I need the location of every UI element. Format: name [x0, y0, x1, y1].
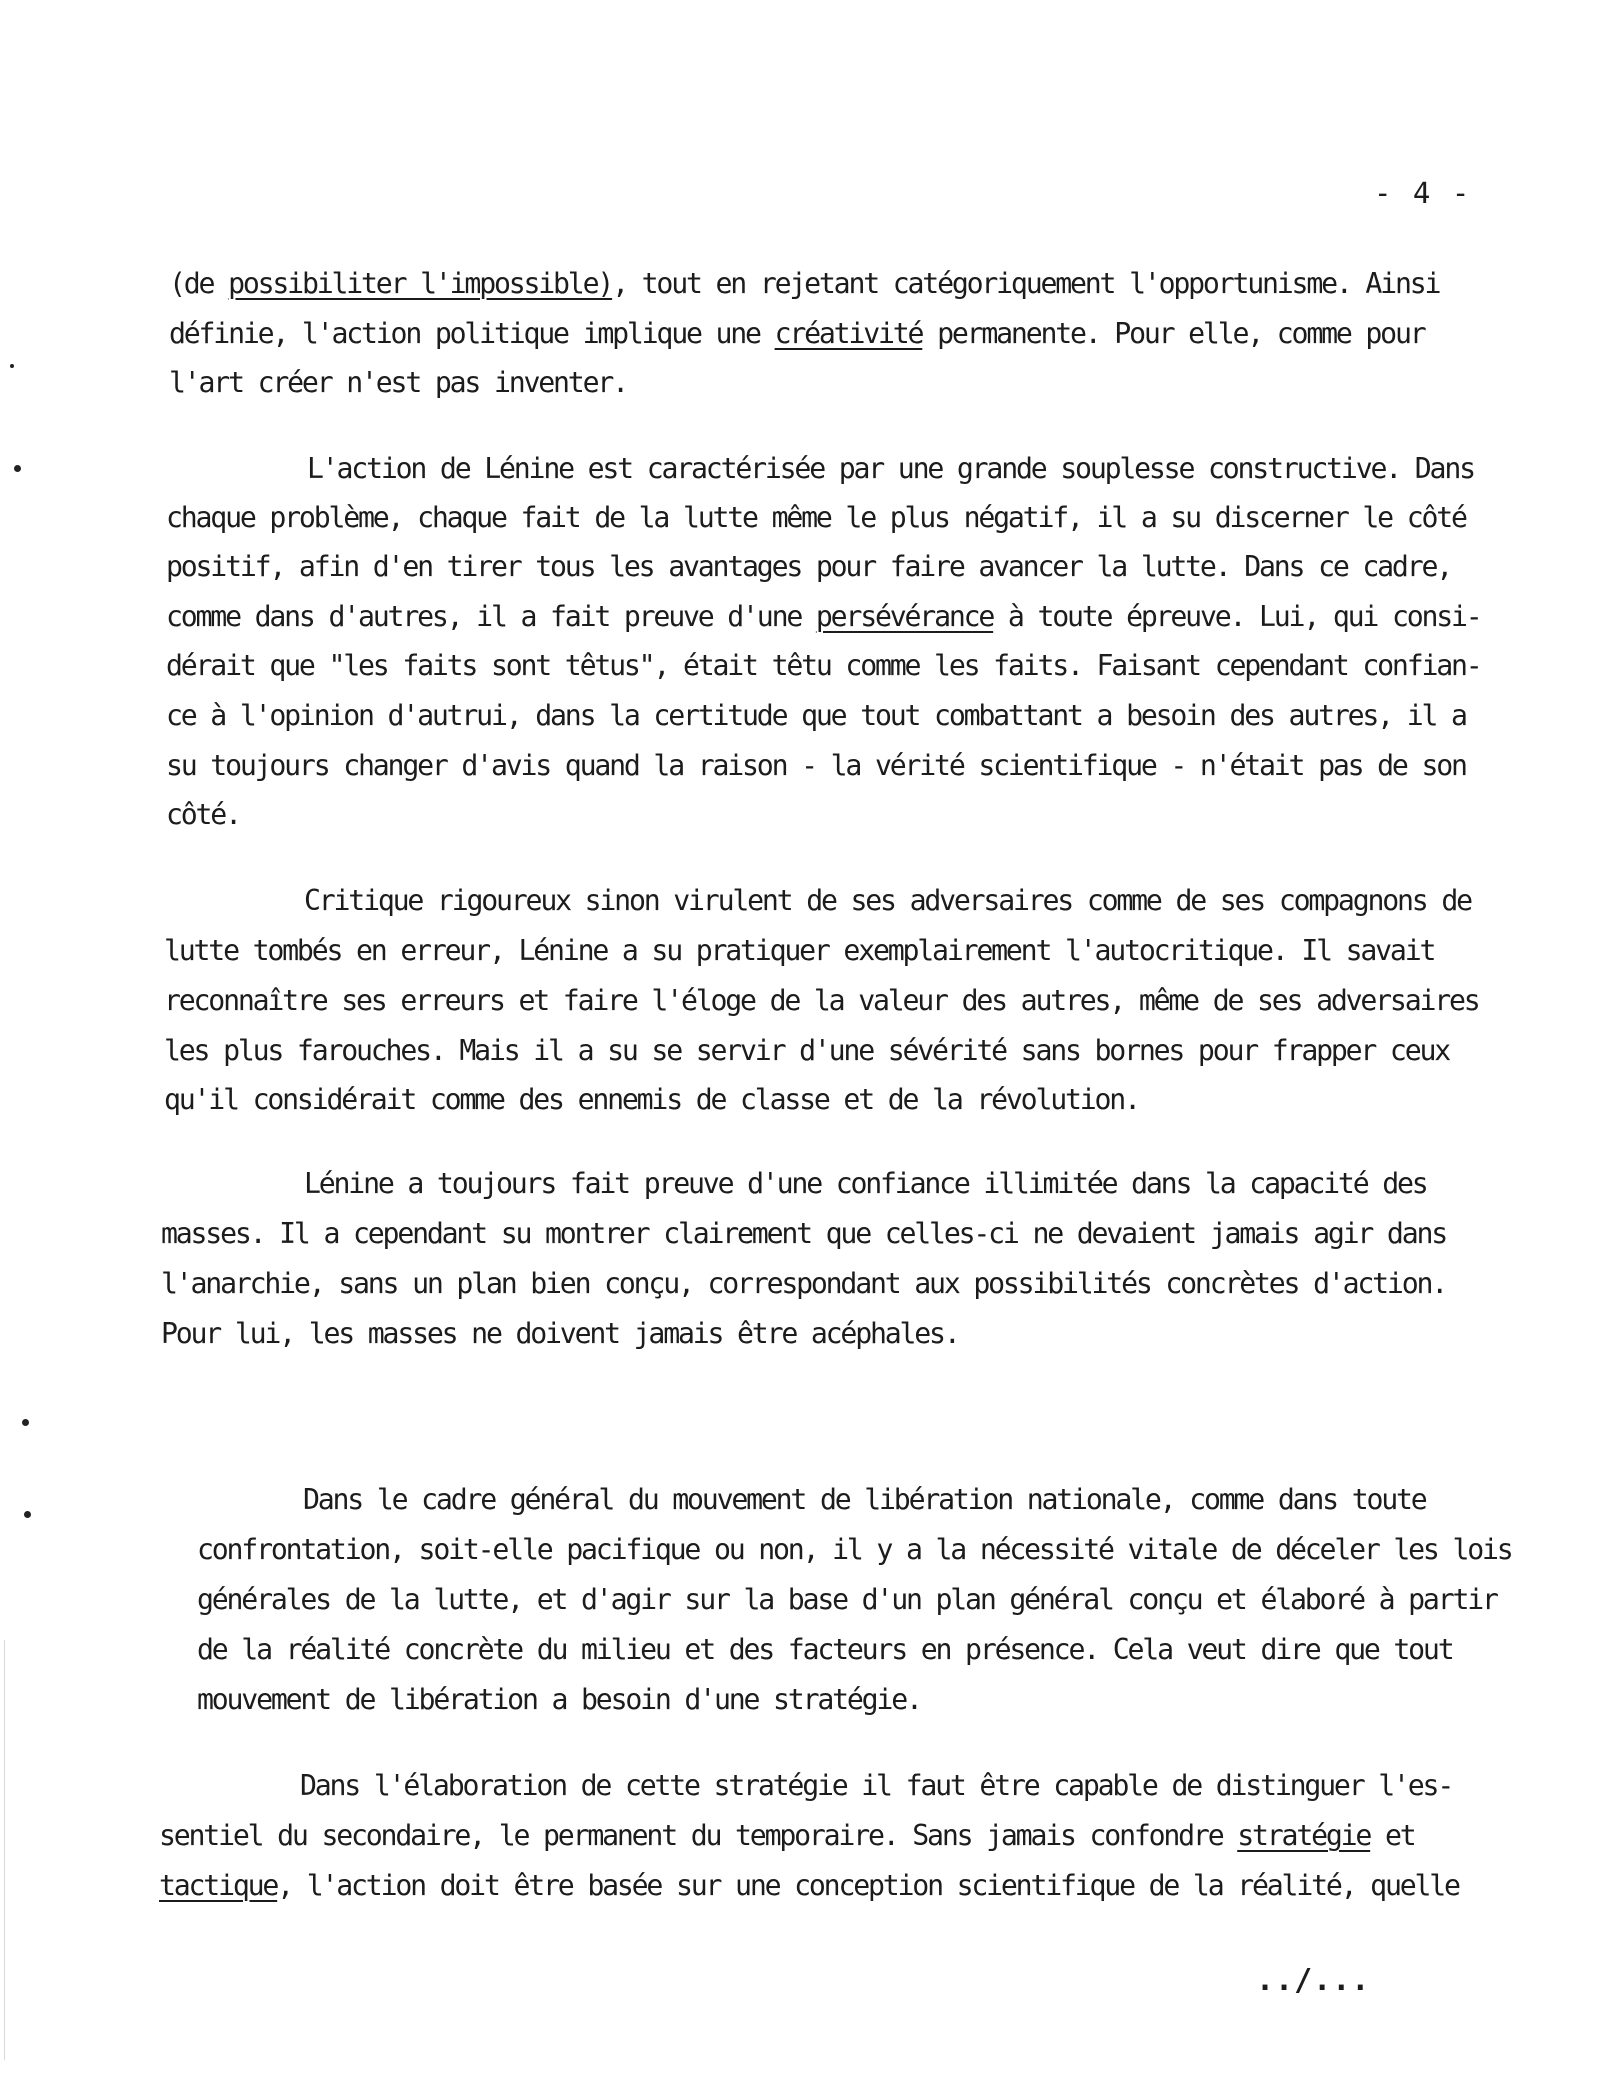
text-segment: générales de la lutte, et d'agir sur la base d'un plan général conçu et élaboré à partir: [197, 1583, 1497, 1616]
text-segment: qu'il considérait comme des ennemis de classe et de la révolution.: [164, 1083, 1139, 1116]
text-segment: à toute épreuve. Lui, qui consi-: [993, 600, 1481, 633]
text-line: [164, 985, 1479, 1017]
text-segment: confrontation, soit-elle pacifique ou non, il y a la nécessité vitale de déceler les lois: [197, 1533, 1512, 1566]
text-segment: (de: [169, 267, 229, 300]
text-line: [304, 1168, 1427, 1200]
underlined-term: tactique: [159, 1869, 278, 1902]
text-segment: sentiel du secondaire, le permanent du temporaire. Sans jamais confondre: [159, 1819, 1238, 1852]
scan-mark: [10, 364, 14, 368]
text-line: [169, 268, 1439, 300]
scan-mark: [14, 465, 21, 472]
text-line: [161, 1318, 959, 1350]
text-segment: Critique rigoureux sinon virulent de ses adversaires comme de ses compagnons de: [304, 884, 1471, 917]
text-segment: de la réalité concrète du milieu et des facteurs en présence. Cela veut dire que tout: [197, 1633, 1453, 1666]
text-line: [166, 650, 1481, 682]
text-line: [164, 1035, 1449, 1067]
text-line: [164, 935, 1434, 967]
text-line: [166, 601, 1481, 633]
text-segment: Pour lui, les masses ne doivent jamais être acéphales.: [161, 1317, 959, 1350]
text-line: [304, 885, 1471, 917]
text-segment: masses. Il a cependant su montrer clairement que celles-ci ne devaient jamais agir dans: [161, 1217, 1447, 1250]
text-segment: L'action de Lénine est caractérisée par une grande souplesse constructive. Dans: [307, 452, 1474, 485]
text-segment: positif, afin d'en tirer tous les avantages pour faire avancer la lutte. Dans ce cadre,: [166, 550, 1452, 583]
text-segment: Dans le cadre général du mouvement de libération nationale, comme dans toute: [303, 1483, 1426, 1516]
continuation-mark: ../...: [1256, 1963, 1371, 1998]
text-segment: définie, l'action politique implique une: [169, 317, 775, 350]
text-line: [159, 1820, 1414, 1852]
text-line: [166, 551, 1451, 583]
text-segment: , tout en rejetant catégoriquement l'opportunisme. Ainsi: [612, 267, 1440, 300]
scan-edge-line: [4, 1640, 5, 2060]
underlined-term: possibiliter l'impossible): [228, 267, 613, 300]
text-segment: ce à l'opinion d'autrui, dans la certitude que tout combattant a besoin des autres, il a: [166, 699, 1466, 732]
scan-mark: [24, 1511, 31, 1518]
text-segment: Dans l'élaboration de cette stratégie il faut être capable de distinguer l'es-: [300, 1769, 1453, 1802]
text-line: [303, 1484, 1426, 1516]
page-number: - 4 -: [1374, 176, 1472, 210]
text-segment: dérait que "les faits sont têtus", était têtu comme les faits. Faisant cependant confian-: [166, 649, 1481, 682]
text-segment: Lénine a toujours fait preuve d'une confiance illimitée dans la capacité des: [304, 1167, 1427, 1200]
text-segment: l'art créer n'est pas inventer.: [169, 366, 627, 399]
text-segment: les plus farouches. Mais il a su se servir d'une sévérité sans bornes pour frapper ceux: [164, 1034, 1450, 1067]
text-segment: su toujours changer d'avis quand la raison - la vérité scientifique - n'était pas de son: [166, 749, 1466, 782]
text-line: [169, 367, 627, 399]
text-line: [161, 1268, 1446, 1300]
underlined-term: stratégie: [1237, 1819, 1371, 1852]
text-line: [169, 318, 1425, 350]
text-segment: mouvement de libération a besoin d'une stratégie.: [197, 1683, 921, 1716]
text-line: [307, 453, 1474, 485]
text-segment: et: [1370, 1819, 1415, 1852]
text-line: [166, 750, 1466, 782]
text-line: [159, 1870, 1459, 1902]
text-segment: , l'action doit être basée sur une conception scientifique de la réalité, quelle: [277, 1869, 1459, 1902]
text-line: [164, 1084, 1139, 1116]
text-line: [166, 700, 1466, 732]
underlined-term: créativité: [774, 317, 923, 350]
text-line: [166, 502, 1466, 534]
text-line: [166, 799, 240, 831]
underlined-term: persévérance: [815, 600, 994, 633]
text-segment: lutte tombés en erreur, Lénine a su pratiquer exemplairement l'autocritique. Il savait: [164, 934, 1435, 967]
text-line: [197, 1634, 1452, 1666]
text-line: [300, 1770, 1452, 1802]
text-line: [197, 1684, 921, 1716]
text-segment: permanente. Pour elle, comme pour: [922, 317, 1425, 350]
text-segment: reconnaître ses erreurs et faire l'éloge de la valeur des autres, même de ses adversaires: [164, 984, 1479, 1017]
text-segment: chaque problème, chaque fait de la lutte même le plus négatif, il a su discerner le côté: [166, 501, 1466, 534]
text-line: [161, 1218, 1446, 1250]
text-line: [197, 1534, 1512, 1566]
text-line: [197, 1584, 1497, 1616]
text-segment: comme dans d'autres, il a fait preuve d'une: [166, 600, 816, 633]
text-segment: l'anarchie, sans un plan bien conçu, correspondant aux possibilités concrètes d'action.: [161, 1267, 1447, 1300]
scan-mark: [22, 1419, 29, 1426]
text-segment: côté.: [166, 798, 240, 831]
